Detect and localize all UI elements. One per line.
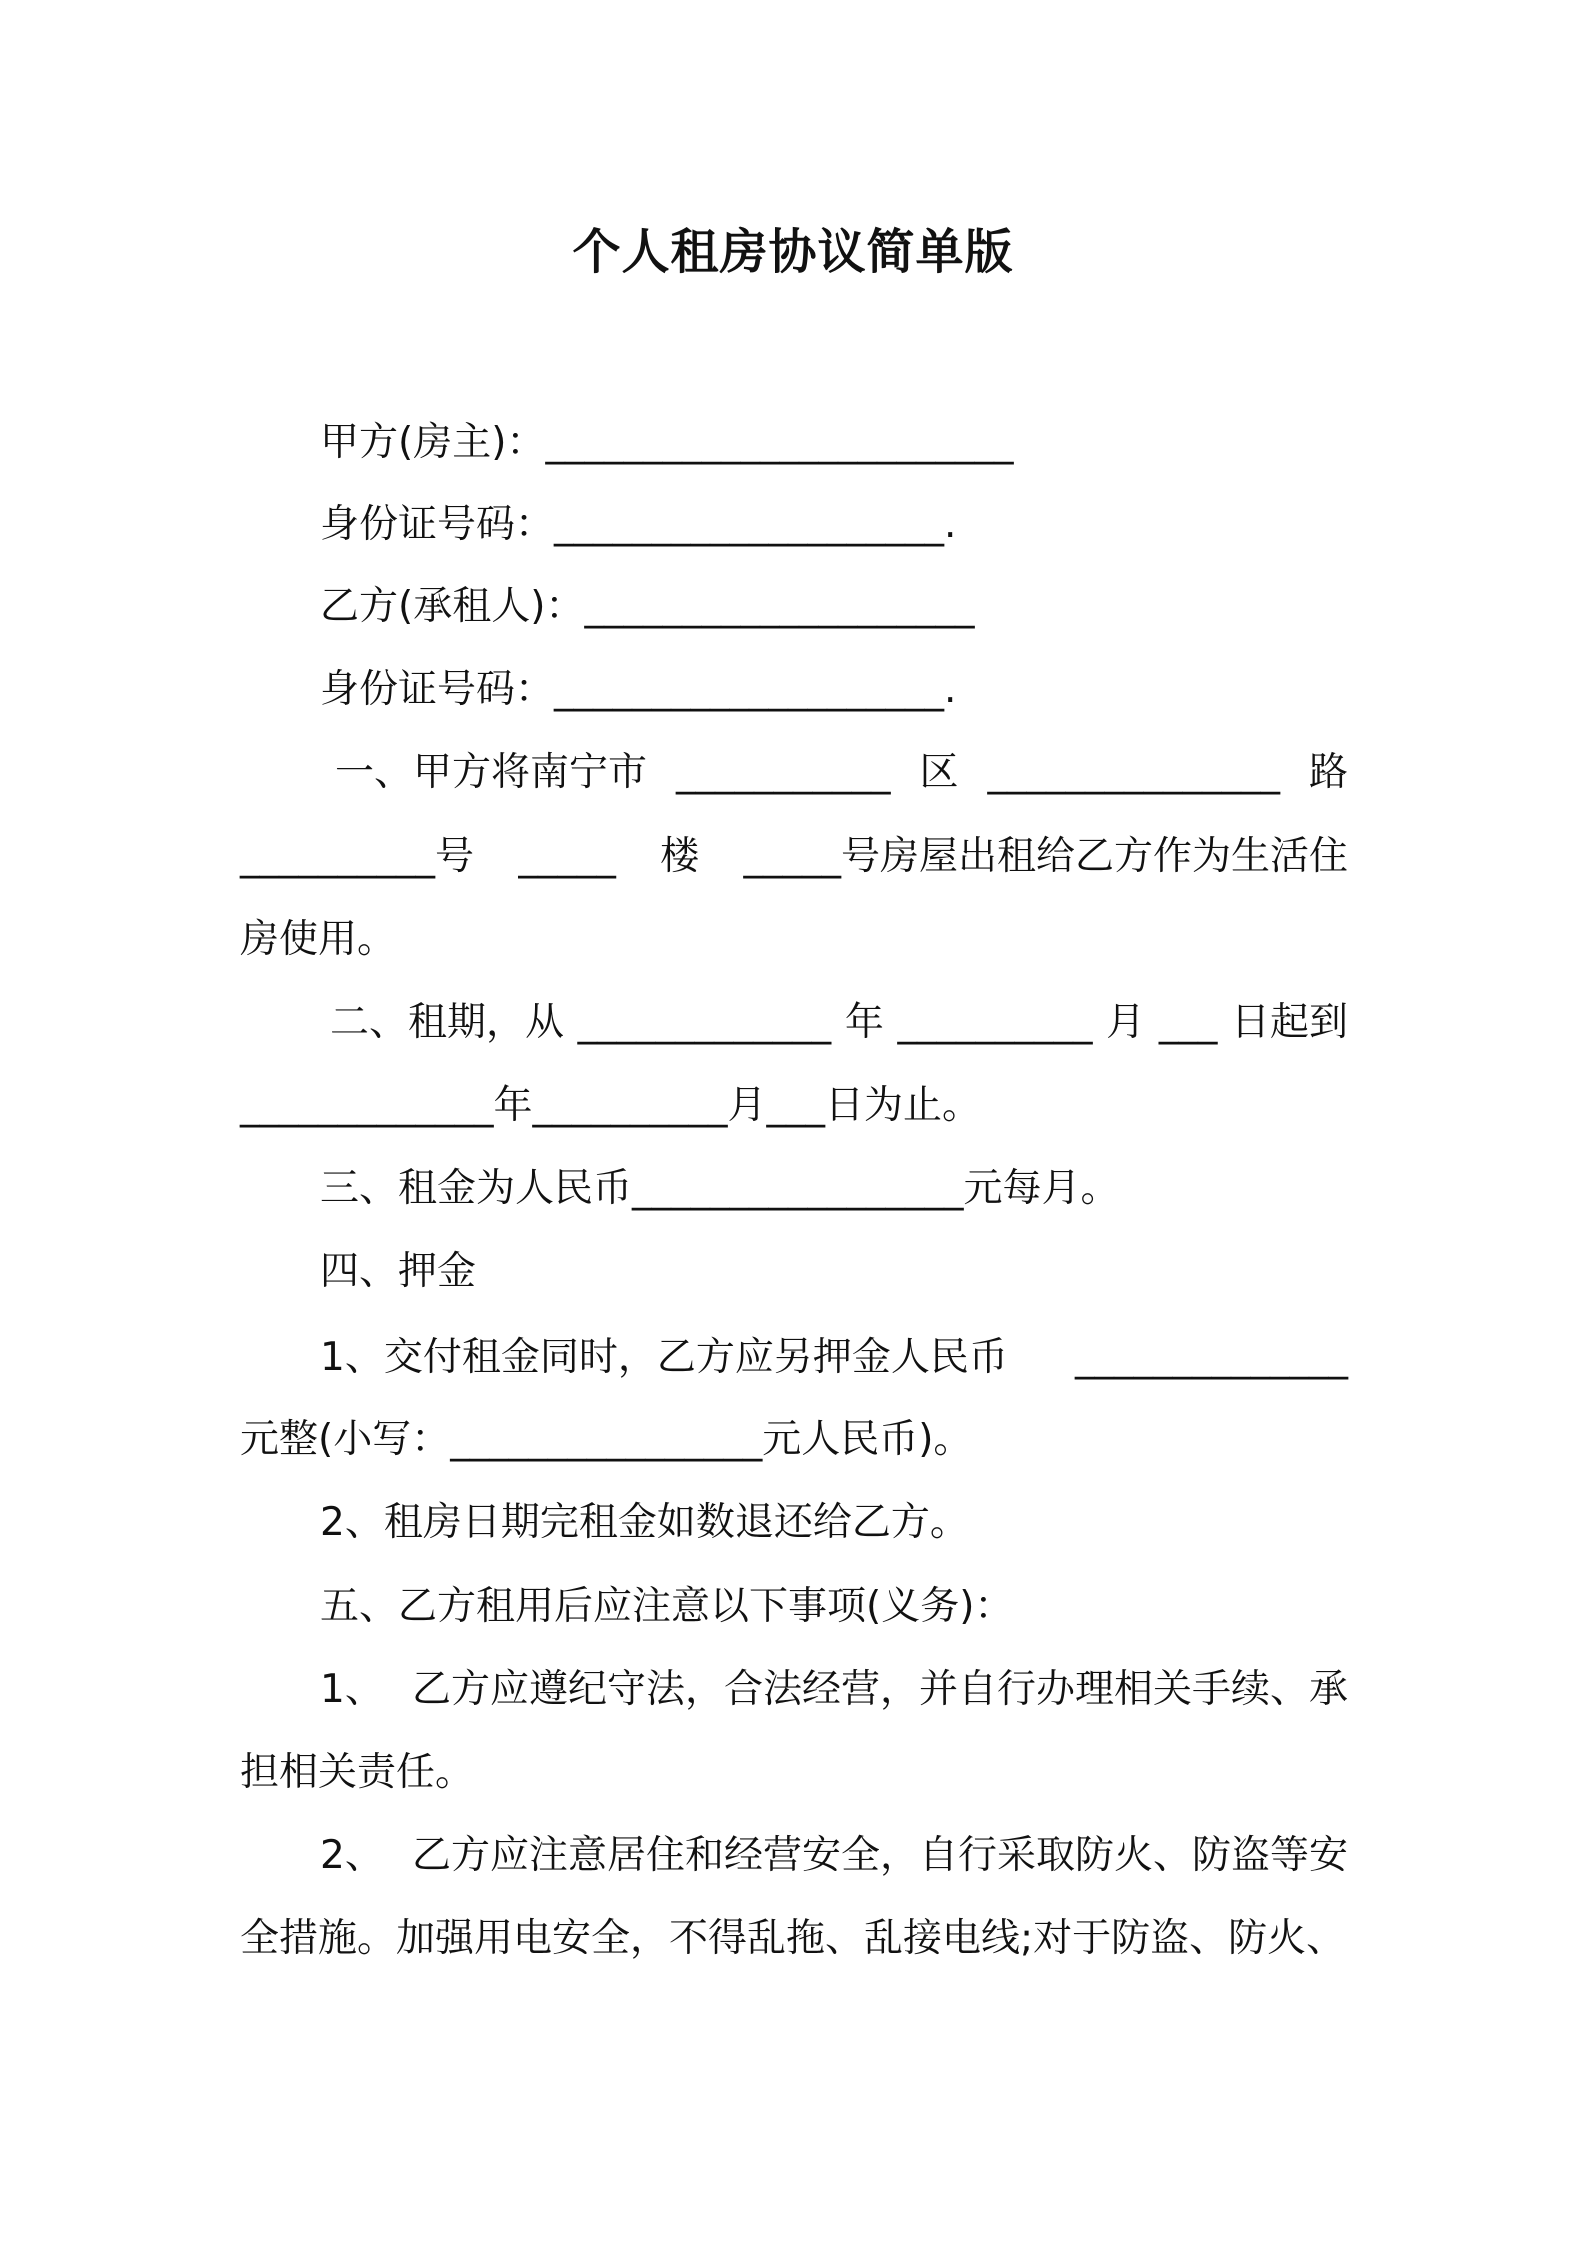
clause1-district: 区 [919,750,959,795]
clause2-month: 月 [1106,1000,1146,1045]
clause4-item1-blank: ______________ [1075,1335,1348,1380]
id-label-1: 身份证号码： [320,502,555,547]
clause5-item2-text: 乙方应注意居住和经营安全，自行采取防火、防盗等安 [411,1833,1348,1878]
clause4-item2: 2、租房日期完租金如数退还给乙方。 [320,1500,969,1545]
clause5-item1-number: 1、 [320,1667,384,1712]
clause1-blank-road: _______________ [987,750,1280,795]
clause1-building: 楼 [660,834,700,879]
clause5-heading: 五、乙方租用后应注意以下事项(义务)： [320,1584,1014,1629]
clause2-line2: _____________年__________月___日为止。 [240,1083,982,1128]
clause2-text: 二、租期，从 [330,1000,565,1045]
id-line-2 [320,665,956,715]
clause1-text: 一、甲方将南宁市 [335,750,648,795]
clause5-item2-number: 2、 [320,1833,384,1878]
id-line-1 [320,500,956,550]
party-b-line [320,582,974,632]
clause4-item1-text: 1、交付租金同时，乙方应另押金人民币 [320,1335,1008,1380]
document-title: 个人租房协议简单版 [572,224,1014,280]
clause1-number: __________号 [240,834,475,879]
clause1-blank-district: ___________ [676,750,891,795]
party-a-blank: ________________________ [545,420,1014,465]
clause3: 三、租金为人民币_________________元每月。 [320,1166,1120,1211]
clause1-room: _____号房屋出租给乙方作为生活住 [743,834,1348,879]
clause5-item1-text: 乙方应遵纪守法，合法经营，并自行办理相关手续、承 [411,1667,1348,1712]
clause2-line1 [330,998,1348,1048]
clause1-line3: 房使用。 [240,917,397,962]
clause5-item1-line1 [320,1665,1348,1715]
clause2-blank-month: __________ [897,1000,1093,1045]
party-a-label: 甲方(房主)： [320,420,546,465]
clause4-item1-line1 [320,1333,1348,1383]
clause2-year: 年 [844,1000,884,1045]
clause5-item2-line1 [320,1831,1348,1881]
id-label-2: 身份证号码： [320,667,555,712]
id-blank-2: ____________________. [554,667,957,712]
clause2-day: 日起到 [1230,1000,1348,1045]
party-b-blank: ____________________ [584,584,975,629]
party-a-line [320,418,1013,468]
clause4-item1-line2: 元整(小写：________________元人民币)。 [240,1417,973,1462]
id-blank-1: ____________________. [554,502,957,547]
clause5-item1-line2: 担相关责任。 [240,1750,475,1795]
clause1-road: 路 [1308,750,1348,795]
clause4-heading: 四、押金 [320,1249,477,1294]
party-b-label: 乙方(承租人)： [320,584,585,629]
clause2-blank-day: ___ [1158,1000,1218,1045]
clause1-line1 [335,748,1348,798]
clause1-blank-building: _____ [518,834,616,879]
clause1-line2 [240,832,1348,882]
clause5-item2-line2: 全措施。加强用电安全，不得乱拖、乱接电线;对于防盗、防火、 [240,1916,1346,1961]
clause2-blank-year: _____________ [577,1000,832,1045]
